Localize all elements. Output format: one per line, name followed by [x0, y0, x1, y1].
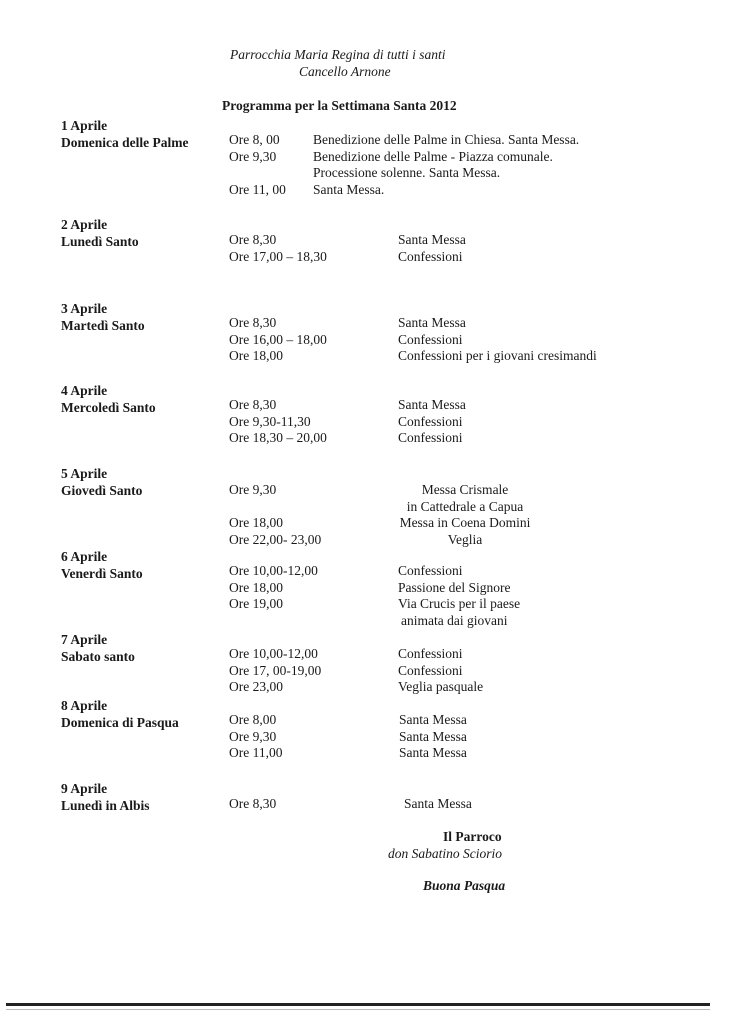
time: Ore 8,00: [229, 712, 277, 727]
day-date: 5 Aprile: [61, 466, 108, 481]
time: Ore 8,30: [229, 796, 277, 811]
day-block-2: [61, 217, 139, 250]
time: Ore 17, 00-19,00: [229, 662, 322, 678]
day-block-8: [61, 698, 179, 731]
activity: Confessioni per i giovani cresimandi: [398, 348, 597, 363]
time: Ore 16,00 – 18,00: [229, 331, 327, 347]
activity: Via Crucis per il paese: [398, 596, 521, 611]
time: Ore 9,30: [229, 148, 277, 164]
activity: Santa Messa: [398, 232, 466, 247]
activities-2: [398, 232, 466, 265]
time: Ore 10,00-12,00: [229, 563, 318, 578]
time: Ore 19,00: [229, 596, 283, 611]
day-date: 9 Aprile: [61, 781, 108, 796]
activity: Confessioni: [398, 430, 463, 445]
day-block-6: [61, 549, 143, 582]
activity: Confessioni: [398, 248, 463, 264]
day-block-1: [61, 118, 188, 151]
time: Ore 8, 00: [229, 132, 280, 147]
activity: Confessioni: [398, 646, 463, 661]
time: Ore 17,00 – 18,30: [229, 248, 327, 264]
activity: Confessioni: [398, 331, 463, 347]
signature-name: don Sabatino Sciorio: [388, 846, 502, 861]
bottom-scan-edge: [6, 1003, 710, 1006]
town-name: Cancello Arnone: [299, 64, 391, 79]
day-date: 8 Aprile: [61, 698, 108, 713]
page-title: Programma per la Settimana Santa 2012: [222, 98, 457, 113]
time: Ore 11, 00: [229, 181, 286, 197]
activity: Confessioni: [398, 662, 463, 678]
times-1: [229, 132, 286, 198]
time: Ore 10,00-12,00: [229, 646, 318, 661]
activity: Messa in Coena Domini: [399, 515, 531, 530]
activity: Veglia pasquale: [398, 679, 484, 694]
time: Ore 18,00: [229, 348, 283, 363]
time: Ore 11,00: [229, 745, 283, 760]
day-date: 6 Aprile: [61, 549, 108, 564]
activity: Santa Messa: [399, 712, 467, 727]
day-name: Venerdì Santo: [61, 565, 143, 581]
time: Ore 18,30 – 20,00: [229, 430, 327, 445]
bottom-scan-edge-light: [6, 1009, 710, 1010]
signature-role: Il Parroco: [443, 829, 502, 844]
activity: Santa Messa: [399, 745, 467, 760]
time: Ore 23,00: [229, 679, 283, 694]
day-date: 4 Aprile: [61, 383, 108, 398]
activities-6: [398, 563, 520, 629]
day-name: Martedì Santo: [61, 317, 145, 333]
day-block-4: [61, 383, 156, 416]
times-4: [229, 397, 327, 447]
time: Ore 8,30: [229, 232, 277, 247]
day-name: Lunedì Santo: [61, 233, 139, 249]
day-name: Domenica di Pasqua: [61, 714, 179, 730]
day-name: Mercoledì Santo: [61, 399, 156, 415]
day-date: 7 Aprile: [61, 632, 108, 647]
activity: Santa Messa: [398, 315, 466, 330]
day-date: 1 Aprile: [61, 118, 108, 133]
activity: Santa Messa: [399, 728, 467, 744]
time: Ore 9,30: [229, 728, 277, 744]
activity: Santa Messa: [398, 397, 466, 412]
day-block-9: [61, 781, 150, 814]
activity: Santa Messa.: [313, 181, 385, 197]
activity: Veglia: [447, 531, 483, 547]
activities-4: [398, 397, 466, 447]
day-name: Domenica delle Palme: [61, 134, 189, 150]
day-date: 2 Aprile: [61, 217, 108, 232]
activity: Confessioni: [398, 413, 463, 429]
activities-5: [390, 482, 540, 548]
times-2: [229, 232, 327, 265]
activity: Passione del Signore: [398, 579, 511, 595]
activities-1: [313, 132, 579, 198]
time: Ore 9,30: [229, 482, 277, 497]
times-6: [229, 563, 318, 613]
activity: Benedizione delle Palme in Chiesa. Santa Messa.: [313, 132, 580, 147]
day-name: Lunedì in Albis: [61, 797, 150, 813]
day-date: 3 Aprile: [61, 301, 108, 316]
activity: Benedizione delle Palme - Piazza comunale.: [313, 148, 553, 164]
time: Ore 8,30: [229, 315, 277, 330]
day-block-3: [61, 301, 145, 334]
times-3: [229, 315, 327, 365]
parish-name: Parrocchia Maria Regina di tutti i santi: [230, 47, 446, 62]
activities-8: [399, 712, 467, 762]
time: Ore 22,00- 23,00: [229, 531, 322, 547]
activities-3: [398, 315, 597, 365]
time: Ore 18,00: [229, 579, 283, 595]
activity: Santa Messa: [404, 796, 472, 811]
activities-9: [404, 796, 472, 813]
activities-7: [398, 646, 483, 696]
activity: Confessioni: [398, 563, 463, 578]
day-block-7: [61, 632, 135, 665]
times-7: [229, 646, 321, 696]
day-name: Sabato santo: [61, 648, 135, 664]
times-8: [229, 712, 283, 762]
day-block-5: [61, 466, 142, 499]
time: Ore 8,30: [229, 397, 277, 412]
times-5: [229, 482, 321, 548]
time: Ore 18,00: [229, 515, 283, 530]
activity: Messa Crismale: [421, 482, 509, 497]
greeting: Buona Pasqua: [423, 878, 506, 893]
day-name: Giovedì Santo: [61, 482, 143, 498]
time: Ore 9,30-11,30: [229, 413, 311, 429]
activity: animata dai giovani: [401, 612, 508, 628]
activity: in Cattedrale a Capua: [406, 498, 524, 514]
times-9: [229, 796, 276, 813]
activity: Processione solenne. Santa Messa.: [313, 165, 501, 180]
